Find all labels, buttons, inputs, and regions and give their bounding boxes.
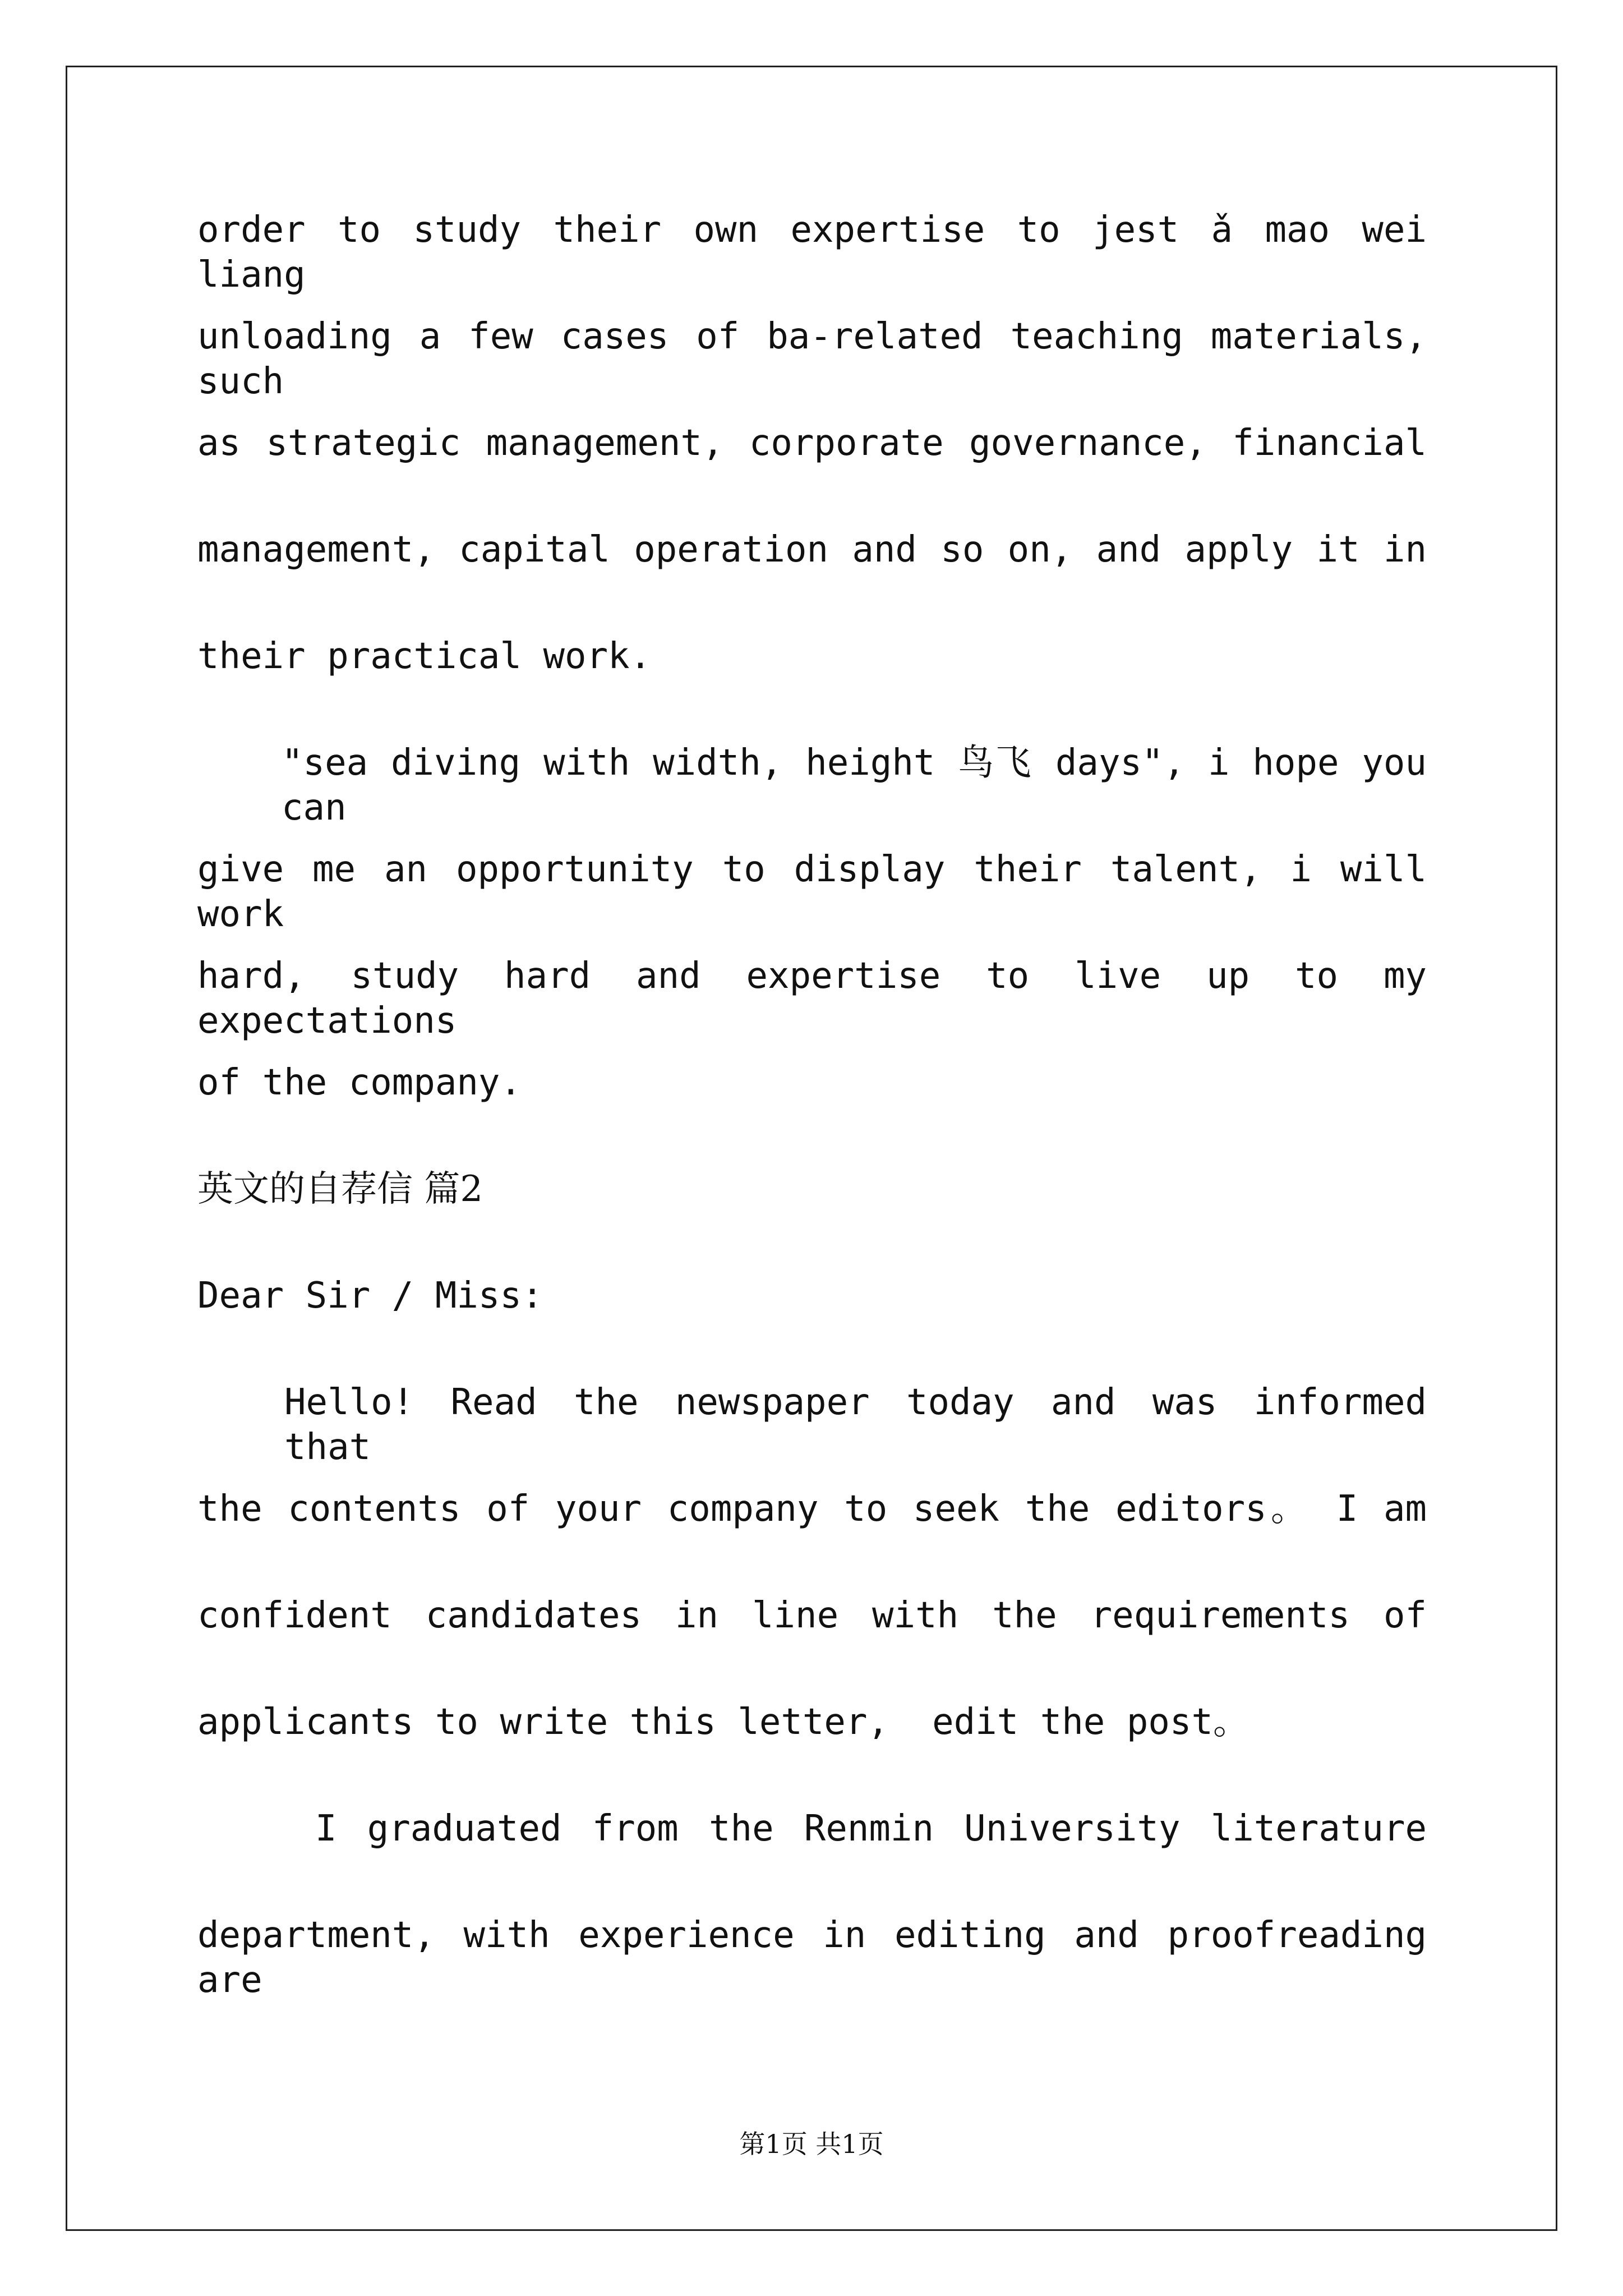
paragraph-line: of the company. [197, 1062, 522, 1103]
paragraph-line: as strategic management, corporate governance, financial [197, 422, 1427, 464]
paragraph-line: unloading a few cases of ba-related teaching materials, such [197, 316, 1427, 402]
paragraph-line: Hello! Read the newspaper today and was informed that [284, 1382, 1427, 1468]
salutation: Dear Sir / Miss: [197, 1275, 543, 1317]
paragraph-line: "sea diving with width, height 鸟飞 days", i hope you can [282, 742, 1427, 829]
paragraph-line: I graduated from the Renmin University literature [315, 1808, 1427, 1849]
paragraph-line: give me an opportunity to display their talent, i will work [197, 849, 1427, 935]
paragraph-line: the contents of your company to seek the editors。 I am [197, 1488, 1427, 1530]
paragraph-line: department, with experience in editing and proofreading are [197, 1915, 1427, 2001]
paragraph-line: order to study their own expertise to jest ǎ mao wei liang [197, 209, 1427, 296]
paragraph-line: hard, study hard and expertise to live up to my expectations [197, 955, 1427, 1042]
page-number-footer: 第1页 共1页 [739, 2129, 884, 2159]
paragraph-line: management, capital operation and so on, and apply it in [197, 529, 1427, 570]
paragraph-line: confident candidates in line with the requirements of [197, 1595, 1427, 1636]
paragraph-line: applicants to write this letter, edit the post。 [197, 1701, 1249, 1743]
paragraph-line: their practical work. [197, 636, 652, 677]
section-heading: 英文的自荐信 篇2 [197, 1168, 483, 1210]
